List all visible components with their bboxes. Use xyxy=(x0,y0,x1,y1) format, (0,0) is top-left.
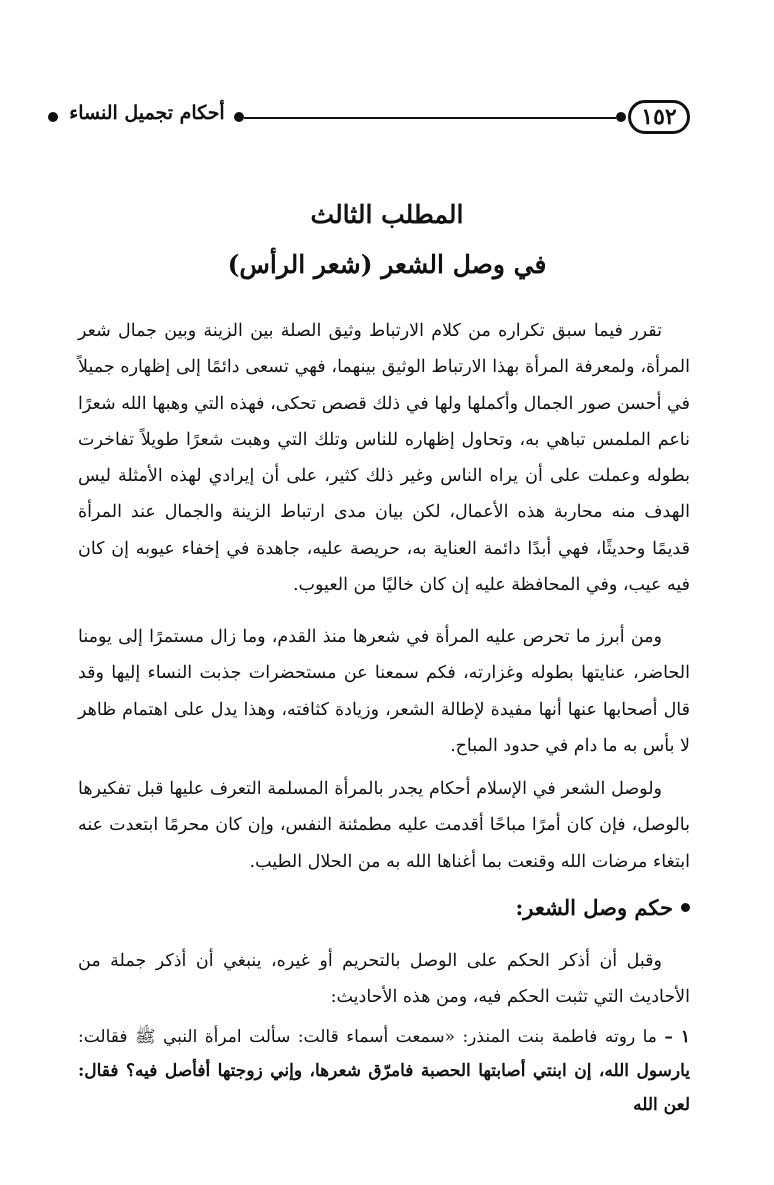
paragraph-4: وقبل أن أذكر الحكم على الوصل بالتحريم أو غيره، ينبغي أن أذكر جملة من الأحاديث التي تثبت الحكم فيه، ومن هذه الأحاديث: xyxy=(78,951,690,1008)
subheading xyxy=(516,895,691,920)
page-header xyxy=(48,100,690,140)
hadith-text: ما روته فاطمة بنت المنذر: «سمعت أسماء قالت: سألت امرأة النبي ﷺ فقالت: xyxy=(78,1027,657,1047)
hadith-number: ١ – xyxy=(664,1027,691,1047)
topic-heading: في وصل الشعر (شعر الرأس) xyxy=(227,250,547,279)
header-dot-end xyxy=(48,112,58,122)
header-dot-left xyxy=(234,112,244,122)
paragraph-2: ومن أبرز ما تحرص عليه المرأة في شعرها منذ القدم، وما زال مستمرًا إلى يومنا الحاضر، عنايتها بطوله وغزارته، فكم سمعنا عن مستحضرات جذبت النساء إليها وقد قال أصحابها عنها أنها مفيدة لإطالة الشعر، وزيادة كثافته، وهذا يدل على اهتمام ظاهر لا بأس به ما دام في حدود المباح. xyxy=(78,627,690,756)
subheading-text: حكم وصل الشعر: xyxy=(515,895,673,920)
header-dot-right xyxy=(616,112,626,122)
paragraph-1: تقرر فيما سبق تكراره من كلام الارتباط وثيق الصلة بين الزينة وبين جمال شعر المرأة، ولمعرفة المرأة بهذا الارتباط الوثيق بينهما، فهي تسعى دائمًا إلى إظهاره جميلاً في أحسن صور الجمال وأكملها ولها في ذلك قصص تحكى، فهذه التي وهبها الله شعرًا ناعم الملمس تباهي به، وتحاول إظهاره للناس وتلك التي وهبت شعرًا طويلاً تفاخرت بطوله وعملت على أن يراه الناس وغير ذلك كثير، على أن إيرادي لهذه الأمثلة ليس الهدف منه محاربة هذه الأعمال، لكن بيان مدى ارتباط الزينة والجمال عند المرأة قديمًا وحديثًا، فهي أبدًا دائمة العناية به، حريصة عليه، جاهدة في إخفاء عيوبه إن كان فيه عيب، وفي المحافظة عليه إن كان خاليًا من العيوب. xyxy=(78,321,690,596)
paragraph-3: ولوصل الشعر في الإسلام أحكام يجدر بالمرأة المسلمة التعرف عليها قبل تفكيرها بالوصل، فإن كان أمرًا مباحًا أقدمت عليه مطمئنة النفس، وإن كان محرمًا ابتعدت عنه ابتغاء مرضات الله وقنعت بما أغناها الله به من الحلال الطيب. xyxy=(78,779,690,872)
hadith-quote-bold: يارسول الله، إن ابنتي أصابتها الحصبة فامرّق شعرها، وإني زوجتها أفأصل فيه؟ فقال: لعن الله xyxy=(78,1061,690,1115)
header-rule xyxy=(244,117,616,119)
bullet-icon xyxy=(681,903,690,912)
page-number: ١٥٢ xyxy=(628,100,690,134)
book-title: أحكام تجميل النساء xyxy=(69,102,225,124)
section-heading: المطلب الثالث xyxy=(310,200,464,229)
hadith-paragraph xyxy=(78,1020,690,1122)
